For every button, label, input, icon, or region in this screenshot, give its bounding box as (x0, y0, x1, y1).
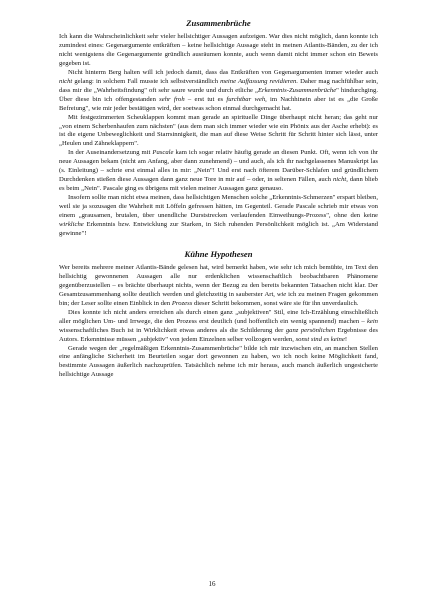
emphasis-text: furchtbar weh (226, 95, 266, 103)
text-run: Dies konnte ich nicht anders erreichen als durch einen ganz „subjektiven" Stil, eine Ich-Erzählung einschließlich aller möglichen Um- und Irrwege, die den Prozess erst deutlich (und hoffentlich ein wenig spannend) machen – (59, 308, 378, 325)
emphasis-text: nicht (332, 176, 347, 184)
text-run: Daher mag nachfühlbar sein, dass mir die „Wahrheitsfindung" oft sehr saure wurde und durch etliche „ (59, 77, 379, 94)
paragraph (59, 309, 378, 345)
text-run: In der Auseinandersetzung mit (68, 149, 153, 157)
section-body-zusammenbrueche (59, 33, 378, 239)
text-run: Erkenntnis bzw. Entwicklung zur Starken, in Sich ruhenden Persönlichkeit möglich ist. „Am Widerstand gewinne"! (59, 221, 378, 237)
emphasis-text: Prozess (171, 299, 193, 307)
emphasis-text: kein (366, 317, 378, 325)
text-run: ich zu meinen Fragen gekommen bin; der Leser sollte einen Einblick in den (59, 290, 378, 307)
emphasis-text: wirkliche (59, 221, 84, 229)
text-run: wissenschaftliches Buch ist in Wirklichkeit etwas anderes als die Schilderung der (59, 326, 286, 334)
page-number: 16 (208, 580, 216, 588)
text-run: ! (344, 335, 348, 343)
paragraph (59, 114, 378, 150)
emphasis-text: meine Auffassung revidieren. (220, 77, 299, 85)
text-run: Nicht hinterm Berg halten will ich jedoch damit, dass das Entkräften von Gegenargumenten immer wieder auch (68, 68, 378, 76)
text-run: gelang: in solchem Fall musste ich selbstverständlich (72, 77, 221, 85)
emphasis-text: ganz persönlichen (285, 326, 336, 334)
section-heading-kuehne-hypothesen: Kühne Hypothesen (184, 248, 253, 259)
paragraph (59, 264, 378, 309)
text-run: Mit festgezimmerten Scheuklappen kommt man gerade an spirituelle Dinge überhaupt nicht heran; das geht nur „von einem Scherbenhaufen zum nächsten" (aus dem man sich immer wieder wie ein Phönix aus der Asche erhebt): es ist die eigene Unbeweglichkeit und Starrsinnigkeit, die man auf diese Weise Schritt für Schritt hinter sich lässt, unter „Heulen und Zähneklappern". (59, 113, 378, 148)
text-run: Ergebnisse des Autors. Erkenntnisse müssen „subjektiv" von jedem Einzelnen selber vollzogen werden, (59, 326, 378, 343)
paragraph (59, 194, 378, 239)
paragraph (59, 149, 378, 194)
text-run: Wer bereits mehrere meiner Atlantis-Bände gelesen hat, wird bemerkt haben, wie sehr ich mich bemühte, im Text den hellsichtig gewonnenen Aussagen alle nur erdenklichen wissenschaftlich beobachtbaren Phänomene gegenüberzustellen – es brächte überhaupt nichts, wenn der Bezug zu den bereits bekannten Tatsachen nicht klar. Der Gesamtzusammenhang sollte deutlich werden und gleichzeitig in sauberster Art, (59, 263, 378, 298)
paragraph (59, 345, 378, 381)
text-run: , dann blieb es beim „Nein". Pascale ging es übrigens mit vielen meiner Aussagen ganz genauso. (59, 176, 378, 193)
emphasis-text: Erkenntnis-Zusammenbrüche (257, 86, 337, 94)
text-run: kam ich sogar relativ häufig gerade an diesen Punkt. Oft, wenn ich von ihr neue Aussagen bekam (nicht am Anfang, aber dann zunehmend) – und auch, als ich ihr nachgelassenes Manuskript las (s. Einleitung) – schrie erst einmal alles in mir: „Nein"! Und erst nach öfterem Darüber-Schlafen und gründlichem Durchdenken stießen diese Aussagen dann ganz neue Tore in mir auf – oder, in seltenen Fällen, auch (59, 149, 378, 184)
emphasis-text: sehr froh (159, 95, 185, 103)
section-body-kuehne-hypothesen (59, 264, 378, 380)
text-run: , im Nachhinein aber ist es „die Große Befreiung", wie mir jeder bestätigen wird, der soetwas schon einmal durchgemacht hat. (59, 95, 378, 112)
paragraph (59, 33, 378, 69)
paragraph (59, 69, 378, 114)
text-run: Gerade wegen der „regelmäßigen Erkenntnis-Zusammenbrüche" bilde ich mir inzwischen ein, an manchen Stellen eine anfängliche Sicherheit im Beurteilen sogar dort gewonnen zu haben, wo ich noch keine Möglichkeit fand, bestimmte Aussagen äußerlich nachzuprüfen. Tatsächlich nehme ich mir heraus, auch manch äußerlich ungesicherte hellsichtige Aussage (59, 344, 378, 379)
text-run: – erst tut es (184, 95, 227, 103)
emphasis-text: wie (276, 290, 287, 298)
section-heading-zusammenbrueche: Zusammenbrüche (186, 18, 251, 28)
text-run: dieser Schritt bekommen, sonst wäre sie für ihn unverdaulich. (192, 299, 359, 307)
text-run: Ich kann die Wahrscheinlichkeit sehr vieler hellsichtiger Aussagen aufzeigen. War dies nicht möglich, dann konnte ich zumindest eines: Gegenargumente entkräften – keine hellsichtige Aussage steht in meinen Atlantis-Bänden, zu der ich nicht wenigstens die Gegenargumente gründlich ausräumen konnte, auch wenn damit nicht immer schon ein Beweis gegeben ist. (59, 33, 378, 67)
text-run: " hindurchging. Über diese bin ich offengestanden (59, 86, 378, 103)
emphasis-text: Pascale (152, 149, 174, 157)
emphasis-text: nicht (59, 77, 73, 85)
text-run: Insofern sollte man nicht etwa meinen, dass hellsichtigen Menschen solche „Erkenntnis-Schmerzen" erspart bleiben, weil sie ja sozusagen die Wahrheit mit Löffeln gefressen hätten, im Gegenteil. Gerade Pascale schrieb mir etwas von einem „grausamen, brutalen, über unendliche Durststrecken verlaufenden Einweihungs-Prozess", ohne den keine (59, 194, 378, 220)
emphasis-text: sonst sind es keine (295, 335, 345, 343)
